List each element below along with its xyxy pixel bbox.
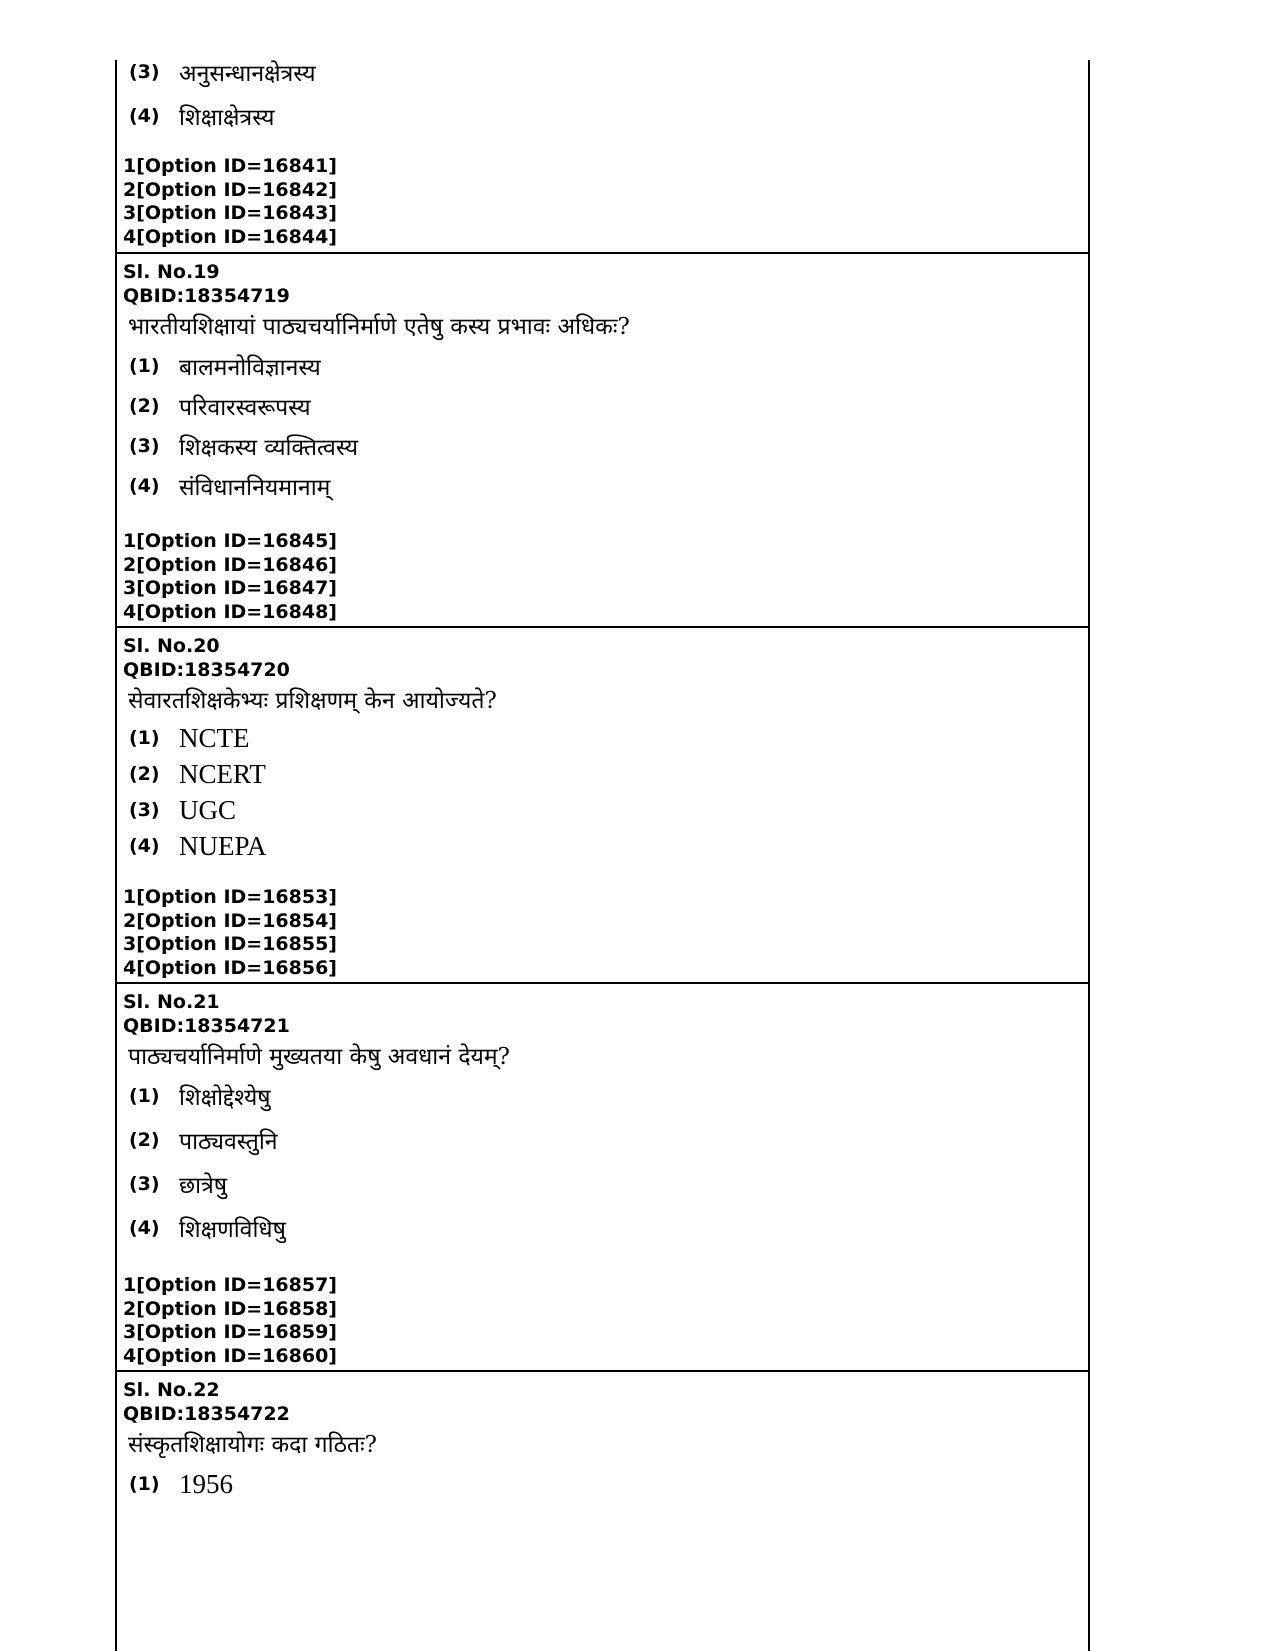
option-row: [117, 1118, 1088, 1162]
question-block-19: [117, 252, 1088, 626]
option-number: (1): [129, 727, 160, 749]
option-id-list: [123, 530, 337, 624]
question-text: भारतीयशिक्षायां पाठ्यचर्यानिर्माणे एतेषु कस्य प्रभावः अधिकः?: [128, 314, 630, 340]
option-row: [117, 96, 1088, 136]
option-text: NCTE: [179, 722, 250, 753]
question-block-18-continued: [117, 60, 1088, 252]
option-id: 1[Option ID=16841]: [123, 155, 337, 177]
option-row: [117, 720, 1088, 756]
question-text: पाठ्यचर्यानिर्माणे मुख्यतया केषु अवधानं देयम्?: [128, 1044, 510, 1070]
option-number: (4): [129, 1217, 160, 1239]
option-id: 2[Option ID=16842]: [123, 178, 337, 201]
option-number: (1): [129, 1085, 160, 1107]
option-id: 3[Option ID=16859]: [123, 1321, 337, 1343]
option-row: [117, 756, 1088, 792]
option-row: [117, 346, 1088, 386]
option-id: 3[Option ID=16855]: [123, 933, 337, 955]
option-id: 4[Option ID=16848]: [123, 600, 337, 623]
option-row: [117, 1074, 1088, 1118]
option-id: 4[Option ID=16860]: [123, 1344, 337, 1367]
option-number: (4): [129, 475, 160, 497]
question-block-20: [117, 626, 1088, 982]
serial-number: Sl. No.22: [123, 1379, 220, 1401]
question-text: सेवारतशिक्षकेभ्यः प्रशिक्षणम् केन आयोज्यते?: [128, 688, 497, 714]
option-number: (1): [129, 1473, 160, 1495]
question-paper-frame: [115, 60, 1090, 1651]
serial-number: Sl. No.21: [123, 991, 220, 1013]
question-block-22: [117, 1370, 1088, 1651]
option-text: परिवारस्वरूपस्य: [179, 395, 311, 421]
option-number: (3): [129, 799, 160, 821]
option-text: शिक्षणविधिषु: [179, 1217, 286, 1243]
option-id: 1[Option ID=16853]: [123, 886, 337, 908]
option-number: (2): [129, 1129, 160, 1151]
option-text: 1956: [179, 1468, 233, 1499]
option-row: [117, 386, 1088, 426]
option-row: [117, 1162, 1088, 1206]
option-number: (3): [129, 1173, 160, 1195]
question-block-21: [117, 982, 1088, 1370]
option-id: 2[Option ID=16846]: [123, 553, 337, 576]
option-id: 2[Option ID=16858]: [123, 1297, 337, 1320]
qbid: QBID:18354720: [123, 659, 290, 681]
option-id-list: [123, 886, 337, 980]
option-id: 2[Option ID=16854]: [123, 909, 337, 932]
option-text: शिक्षोद्देश्येषु: [179, 1085, 271, 1111]
option-row: [117, 466, 1088, 506]
option-id: 4[Option ID=16844]: [123, 225, 337, 248]
option-number: (4): [129, 105, 160, 127]
option-row: [117, 1462, 1088, 1506]
option-id-list: [123, 1274, 337, 1368]
option-number: (2): [129, 763, 160, 785]
option-row: [117, 52, 1088, 92]
option-row: [117, 426, 1088, 466]
option-number: (1): [129, 355, 160, 377]
option-number: (3): [129, 435, 160, 457]
option-text: शिक्षकस्य व्यक्तित्वस्य: [179, 435, 359, 461]
option-text: शिक्षाक्षेत्रस्य: [179, 105, 275, 131]
question-text: संस्कृतशिक्षायोगः कदा गठितः?: [128, 1432, 378, 1458]
option-id: 1[Option ID=16857]: [123, 1274, 337, 1296]
qbid: QBID:18354721: [123, 1015, 290, 1037]
option-text: बालमनोविज्ञानस्य: [179, 355, 321, 381]
option-id: 3[Option ID=16843]: [123, 202, 337, 224]
option-row: [117, 792, 1088, 828]
option-row: [117, 1206, 1088, 1250]
option-text: पाठ्यवस्तुनि: [179, 1129, 278, 1155]
option-id: 3[Option ID=16847]: [123, 577, 337, 599]
option-id: 4[Option ID=16856]: [123, 956, 337, 979]
option-text: UGC: [179, 794, 237, 825]
option-text: संविधाननियमानाम्: [179, 475, 331, 501]
serial-number: Sl. No.19: [123, 261, 220, 283]
qbid: QBID:18354722: [123, 1403, 290, 1425]
serial-number: Sl. No.20: [123, 635, 220, 657]
option-text: NCERT: [179, 758, 266, 789]
option-text: छात्रेषु: [179, 1173, 228, 1199]
option-text: अनुसन्धानक्षेत्रस्य: [179, 61, 316, 87]
option-text: NUEPA: [179, 830, 267, 861]
option-number: (4): [129, 835, 160, 857]
qbid: QBID:18354719: [123, 285, 290, 307]
option-id-list: [123, 155, 337, 249]
option-number: (3): [129, 61, 160, 83]
option-row: [117, 828, 1088, 864]
option-id: 1[Option ID=16845]: [123, 530, 337, 552]
option-number: (2): [129, 395, 160, 417]
